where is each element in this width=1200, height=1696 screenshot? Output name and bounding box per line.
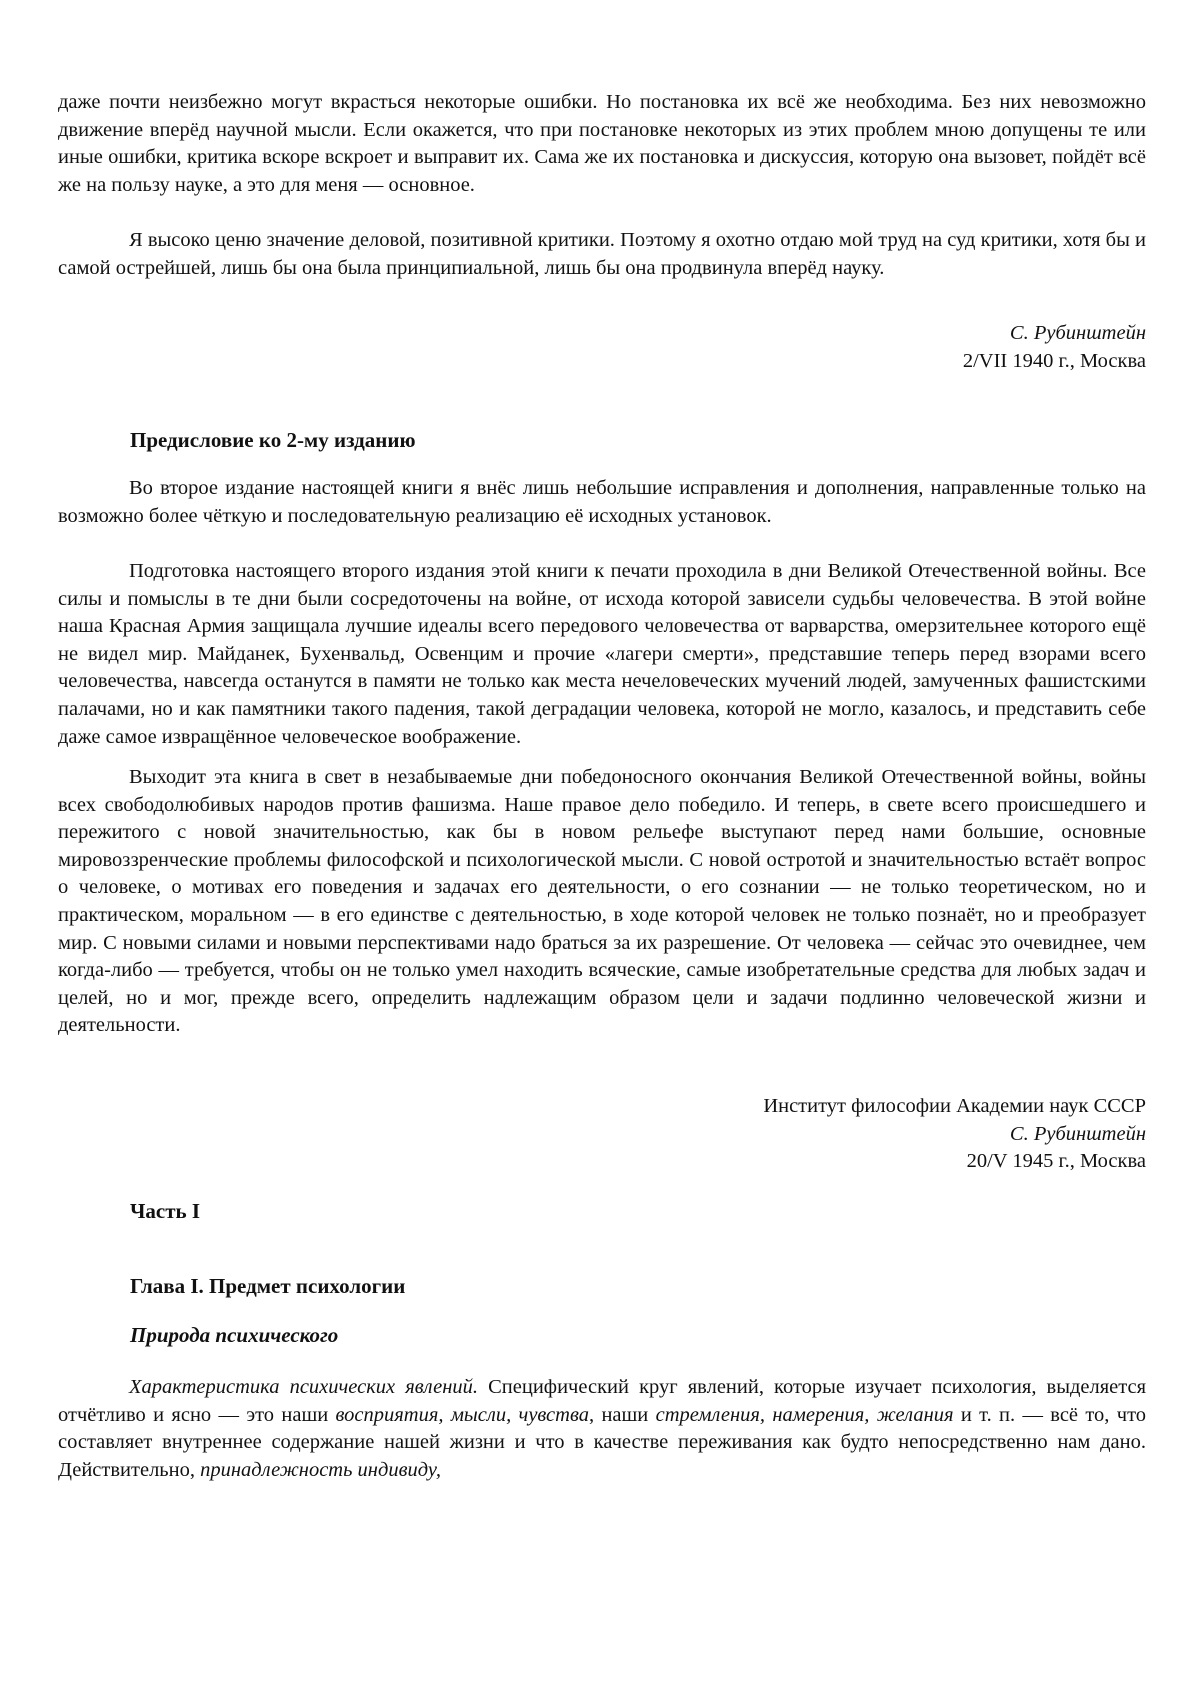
signature-block-1945 xyxy=(58,1093,1146,1176)
paragraph-5: Выходит эта книга в свет в незабываемые дни победоносного окончания Великой Отечественной войны, войны всех свободолюбивых народов против фашизма. Наше правое дело победило. И теперь, в свете всего происшедшего и пережитого с новой значительностью, как бы в новом рельефе выступают перед нами большие, основные мировоззренческие проблемы философской и психологической мысли. С новой остротой и значительностью встаёт вопрос о человеке, о мотивах его поведения и задачах его деятельности, о его сознании — не только теоретическом, но и практическом, моральном — в его единстве с деятельностью, в ходе которой человек не только познаёт, но и преобразует мир. С новыми силами и новыми перспективами надо браться за их разрешение. От человека — сейчас это очевиднее, чем когда-либо — требуется, чтобы он не только умел находить всяческие, самые изобретательные средства для любых задач и целей, но и мог, прежде всего, определить надлежащим образом цели и задачи подлинно человеческой жизни и деятельности. xyxy=(58,766,1146,1037)
paragraph-2: Я высоко ценю значение деловой, позитивной критики. Поэтому я охотно отдаю мой труд на суд критики, хотя бы и самой острейшей, лишь бы она была принципиальной, лишь бы она продвинула вперёд науку. xyxy=(58,229,1146,279)
paragraph-run: и т. п. — всё то, что составляет внутреннее содержание нашей жизни и что в качестве переживания как будто непосредственно нам дано. Действительно, xyxy=(58,1403,1147,1481)
paragraph-run-italic: принадлежность индивиду, xyxy=(200,1458,442,1481)
signature-author: С. Рубинштейн xyxy=(1009,322,1146,344)
paragraph-run-italic: восприятия, мысли, чувства xyxy=(335,1403,589,1426)
signature-date: 20/V 1945 г., Москва xyxy=(966,1150,1146,1173)
signature-institute: Институт философии Академии наук СССР xyxy=(763,1095,1146,1117)
chapter-heading: Глава I. Предмет психологии xyxy=(130,1274,406,1298)
signature-block-1940 xyxy=(58,320,1146,375)
paragraph-4: Подготовка настоящего второго издания этой книги к печати проходила в дни Великой Отечественной войны. Все силы и помыслы в те дни были сосредоточены на войне, от исхода которой зависели судьбы человечества. В этой войне наша Красная Армия защищала лучшие идеалы всего передового человечества от варварства, омерзительнее которого ещё не видел мир. Майданек, Бухенвальд, Освенцим и прочие «лагери смерти», представшие теперь перед взорами всего человечества, навсегда останутся в памяти не только как места нечеловеческих мучений людей, замученных фашистскими палачами, но и как памятники такого падения, такой деградации человека, которой не могло, казалось, и представить себе даже самое извращённое человеческое воображение. xyxy=(58,560,1146,748)
signature-author: С. Рубинштейн xyxy=(1009,1122,1146,1145)
paragraph-6 xyxy=(58,1374,1146,1484)
paragraph-run: Специфический круг явлений, которые изучает психология, выделяется отчётливо и ясно — это наши xyxy=(58,1376,1147,1426)
paragraph-run: , наши xyxy=(588,1403,656,1426)
part-heading: Часть I xyxy=(130,1199,201,1223)
paragraph-3: Во второе издание настоящей книги я внёс лишь небольшие исправления и дополнения, направленные только на возможно более чёткую и последовательную реализацию её исходных установок. xyxy=(58,477,1146,527)
paragraph-run-italic: Характеристика психических явлений. xyxy=(129,1376,479,1398)
signature-date: 2/VII 1940 г., Москва xyxy=(962,349,1146,372)
paragraph-1: даже почти неизбежно могут вкрасться некоторые ошибки. Но постановка их всё же необходима. Без них невозможно движение вперёд научной мысли. Если окажется, что при постановке некоторых из этих проблем мною допущены те или иные ошибки, критика вскоре вскроет и выправит их. Сама же их постановка и дискуссия, которую она вызовет, пойдёт всё же на пользу науке, а это для меня — основное. xyxy=(58,91,1146,196)
subsection-heading: Природа психического xyxy=(130,1323,339,1347)
section-heading-preface-2: Предисловие ко 2-му изданию xyxy=(130,428,416,452)
paragraph-run-italic: стремления, намерения, желания xyxy=(655,1403,954,1426)
